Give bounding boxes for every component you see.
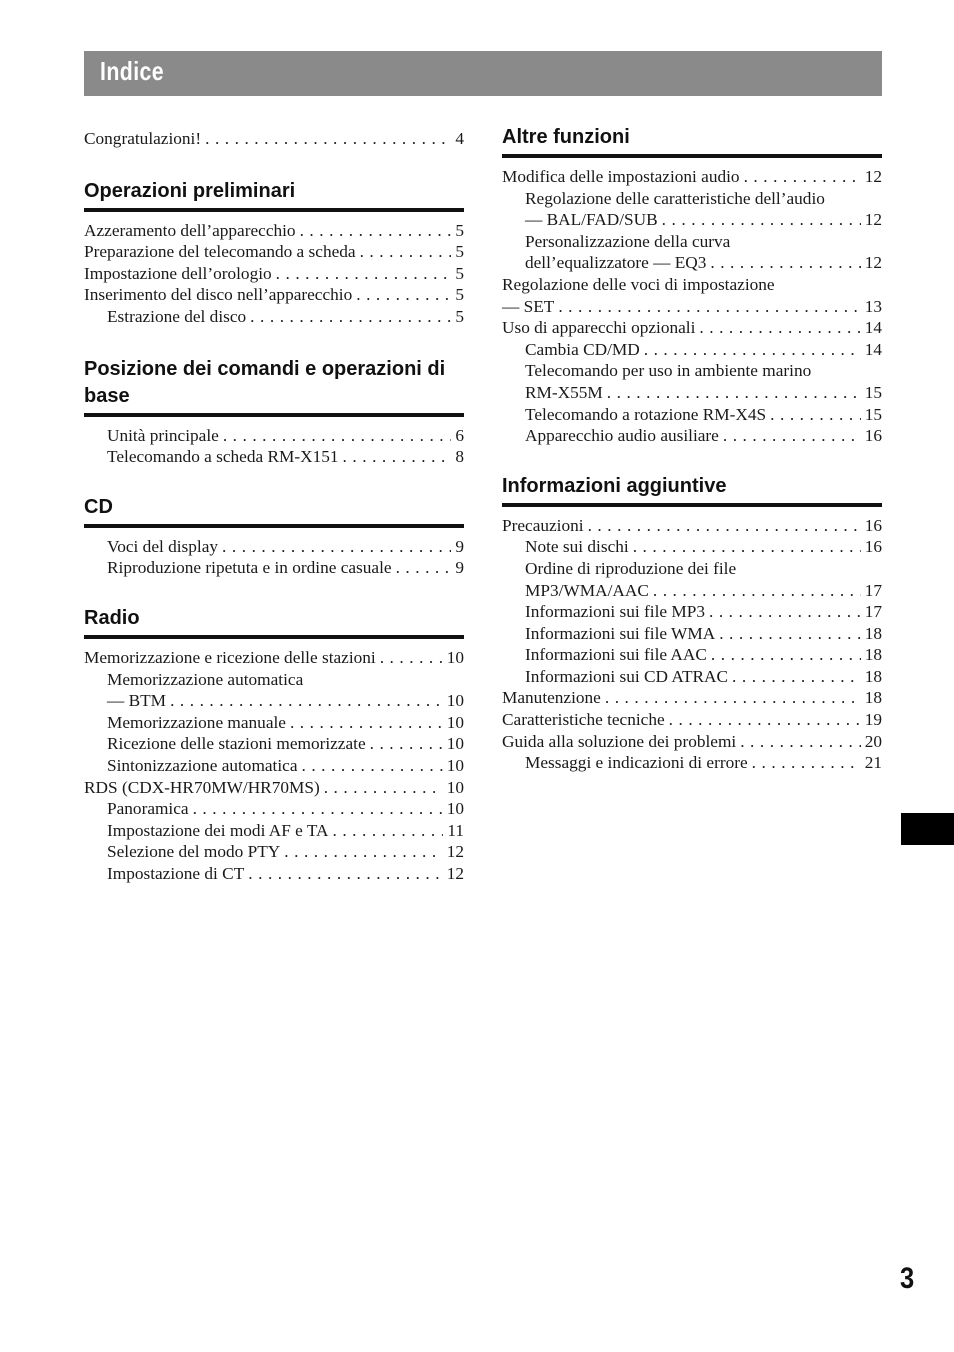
toc-entry-title: Memorizzazione automatica [107,669,304,689]
toc-entry-page: 16 [864,426,882,446]
toc-entry[interactable] [84,755,464,777]
toc-entry-title: Panoramica [107,799,189,819]
toc-entry[interactable] [84,820,464,842]
toc-entry[interactable] [502,580,882,602]
toc-entry-page: 15 [864,382,882,402]
toc-entry-title: Ricezione delle stazioni memorizzate [107,734,366,754]
toc-entry-title: Impostazione dell’orologio [84,263,272,283]
toc-entry-page: 4 [455,129,464,148]
toc-entry-title: Apparecchio audio ausiliare [525,426,719,446]
section-heading: Radio [84,605,464,639]
dot-leader [276,263,452,285]
toc-entry-title: Uso di apparecchi opzionali [502,318,696,338]
toc-entry-page: 17 [864,580,882,600]
toc-entry[interactable] [502,382,882,404]
toc-entry-title: Telecomando a rotazione RM-X4S [525,404,767,424]
dot-leader [732,666,861,688]
toc-entry[interactable] [502,709,882,731]
dot-leader [380,647,443,669]
toc-entry-title: — BTM [107,691,167,711]
toc-entry-page: 20 [864,731,882,751]
toc-entry[interactable] [84,798,464,820]
toc-entry-page: 8 [455,447,464,467]
toc-section [84,178,464,328]
dot-leader [558,296,860,318]
toc-entry[interactable] [84,446,464,468]
toc-entry[interactable] [502,339,882,361]
toc-entry-title: Ordine di riproduzione dei file [525,558,737,578]
dot-leader [360,241,452,263]
toc-entry[interactable] [84,690,464,712]
toc-entry-page: 5 [455,306,464,326]
toc-entry[interactable] [502,296,882,318]
toc-entry-page: 19 [864,710,882,730]
toc-entry-page: 12 [446,863,464,883]
dot-leader [205,128,451,150]
toc-entry[interactable] [502,231,882,253]
dot-leader [770,404,861,426]
toc-entry-page: 12 [446,842,464,862]
toc-entry[interactable] [84,425,464,447]
toc-entry-page: 10 [446,691,464,711]
dot-leader [669,709,861,731]
dot-leader [662,209,861,231]
section-heading: Informazioni aggiuntive [502,473,882,507]
toc-entry-title: Congratulazioni! [84,129,202,148]
toc-entry-title: RM-X55M [525,382,603,402]
toc-entry-title: dell’equalizzatore — EQ3 [525,253,707,273]
toc-entry[interactable] [502,404,882,426]
toc-entry[interactable] [84,712,464,734]
toc-entry-title: Estrazione del disco [107,306,247,326]
toc-entry-title: Inserimento del disco nell’apparecchio [84,285,353,305]
toc-entry[interactable] [84,241,464,263]
section-heading: Altre funzioni [502,124,882,158]
toc-entry-page: 9 [455,536,464,556]
dot-leader [332,820,443,842]
dot-leader [752,752,861,774]
toc-entry-page: 18 [864,688,882,708]
dot-leader [607,382,861,404]
dot-leader [284,841,442,863]
toc-entry-title: RDS (CDX-HR70MW/HR70MS) [84,777,320,797]
toc-entry-page: 10 [446,712,464,732]
toc-entry-title: Memorizzazione e ricezione delle stazioni [84,647,376,667]
toc-entry-title: Impostazione dei modi AF e TA [107,820,329,840]
toc-entry-title: Modifica delle impostazioni audio [502,167,740,186]
toc-entry[interactable] [502,601,882,623]
toc-entry-title: Telecomando per uso in ambiente marino [525,361,812,381]
toc-entry[interactable] [502,252,882,274]
dot-leader [290,712,443,734]
dot-leader [633,536,861,558]
toc-entry-page: 15 [864,404,882,424]
toc-entry-page: 14 [864,318,882,338]
toc-entry-title: Voci del display [107,536,219,556]
toc-entry[interactable] [84,128,464,150]
toc-entry[interactable] [502,360,882,382]
toc-entry-page: 10 [446,777,464,797]
toc-entry-page: 21 [864,753,882,773]
toc-entry-page: 12 [864,253,882,273]
toc-entry[interactable] [84,536,464,558]
toc-entry-title: Note sui dischi [525,537,629,557]
dot-leader [711,644,861,666]
toc-section [84,494,464,579]
toc-entry-title: Azzeramento dell’apparecchio [84,220,296,240]
dot-leader [710,252,860,274]
dot-leader [324,777,443,799]
section-heading: Posizione dei comandi e operazioni di base [84,356,464,417]
toc-entry-title: Memorizzazione manuale [107,712,286,732]
toc-entry-title: Informazioni sui file MP3 [525,602,705,622]
toc-entry-page: 5 [455,285,464,305]
toc-entry-title: — SET [502,296,555,316]
toc-entry-page: 11 [447,820,464,840]
toc-entry[interactable] [502,644,882,666]
toc-entry[interactable] [502,209,882,231]
dot-leader [588,515,861,537]
toc-section [84,605,464,885]
toc-entry-title: Cambia CD/MD [525,339,640,359]
dot-leader [723,425,861,447]
toc-entry-title: MP3/WMA/AAC [525,580,649,600]
toc-entry[interactable] [84,863,464,885]
dot-leader [356,284,451,306]
toc-entry-title: Informazioni sui file AAC [525,645,707,665]
toc-section [502,473,882,774]
toc-entry[interactable] [502,623,882,645]
toc-entry[interactable] [84,841,464,863]
dot-leader [370,733,443,755]
toc-entry-title: Guida alla soluzione dei problemi [502,731,737,751]
toc-entry-page: 12 [864,210,882,230]
toc-entry-page: 14 [864,339,882,359]
toc-entry-title: Sintonizzazione automatica [107,755,298,775]
title-bar [84,51,882,96]
toc-entry-title: Informazioni sui file WMA [525,623,716,643]
toc-right-column [502,124,882,774]
section-heading: Operazioni preliminari [84,178,464,212]
toc-entry-page: 17 [864,602,882,622]
page-title: Indice [100,56,165,86]
dot-leader [605,687,861,709]
toc-entry[interactable] [502,731,882,753]
toc-entry[interactable] [84,306,464,328]
toc-entry[interactable] [84,263,464,285]
toc-entry-page: 16 [864,515,882,535]
toc-entry-page: 13 [864,296,882,316]
language-tab-marker [901,813,954,845]
toc-entry[interactable] [84,733,464,755]
dot-leader [300,220,452,242]
toc-left-column [84,124,464,884]
toc-entry[interactable] [84,284,464,306]
toc-entry-page: 18 [864,623,882,643]
toc-entry-title: Selezione del modo PTY [107,842,281,862]
toc-entry-title: — BAL/FAD/SUB [525,210,658,230]
toc-entry-page: 18 [864,645,882,665]
toc-entry-page: 6 [455,425,464,445]
toc-entry-title: Riproduzione ripetuta e in ordine casuale [107,558,392,578]
toc-entry-title: Precauzioni [502,515,584,535]
toc-section [502,124,882,447]
toc-entry[interactable] [84,557,464,579]
dot-leader [709,601,861,623]
toc-entry-page: 10 [446,755,464,775]
toc-entry-page: 10 [446,734,464,754]
toc-entry[interactable] [502,687,882,709]
toc-entry-title: Unità principale [107,425,219,445]
toc-entry-page: 9 [455,558,464,578]
toc-entry-title: Regolazione delle voci di impostazione [502,274,775,294]
dot-leader [223,425,452,447]
toc-entry[interactable] [84,669,464,691]
toc-entry[interactable] [84,647,464,669]
toc-entry[interactable] [502,166,882,188]
toc-entry[interactable] [502,515,882,537]
dot-leader [699,317,860,339]
dot-leader [744,166,861,188]
toc-entry[interactable] [502,752,882,774]
toc-entry-page: 12 [864,167,882,186]
toc-section [84,128,464,150]
toc-entry-title: Messaggi e indicazioni di errore [525,753,748,773]
dot-leader [222,536,451,558]
toc-entry[interactable] [84,220,464,242]
toc-entry[interactable] [502,274,882,296]
toc-entry-title: Personalizzazione della curva [525,231,731,251]
toc-entry[interactable] [502,188,882,210]
toc-entry-page: 5 [455,263,464,283]
toc-entry[interactable] [502,558,882,580]
toc-entry-page: 10 [446,647,464,667]
toc-entry-page: 18 [864,666,882,686]
dot-leader [343,446,452,468]
toc-entry-page: 16 [864,537,882,557]
toc-entry[interactable] [84,777,464,799]
toc-entry-title: Manutenzione [502,688,601,708]
dot-leader [302,755,443,777]
toc-entry-title: Informazioni sui CD ATRAC [525,666,729,686]
dot-leader [644,339,861,361]
toc-entry[interactable] [502,317,882,339]
toc-entry-page: 10 [446,799,464,819]
dot-leader [719,623,861,645]
dot-leader [653,580,861,602]
dot-leader [250,306,451,328]
toc-entry-title: Caratteristiche tecniche [502,710,665,730]
toc-entry[interactable] [502,425,882,447]
page-number: 3 [900,1262,915,1295]
toc-entry-page: 5 [455,242,464,262]
dot-leader [193,798,443,820]
dot-leader [740,731,861,753]
toc-entry-title: Telecomando a scheda RM-X151 [107,447,339,467]
dot-leader [248,863,442,885]
toc-entry-title: Regolazione delle caratteristiche dell’audio [525,188,825,208]
toc-entry[interactable] [502,666,882,688]
toc-entry[interactable] [502,536,882,558]
section-heading: CD [84,494,464,528]
toc-entry-title: Impostazione di CT [107,863,245,883]
toc-entry-title: Preparazione del telecomando a scheda [84,242,356,262]
dot-leader [170,690,443,712]
toc-entry-page: 5 [455,220,464,240]
dot-leader [396,557,452,579]
toc-section [84,356,464,468]
